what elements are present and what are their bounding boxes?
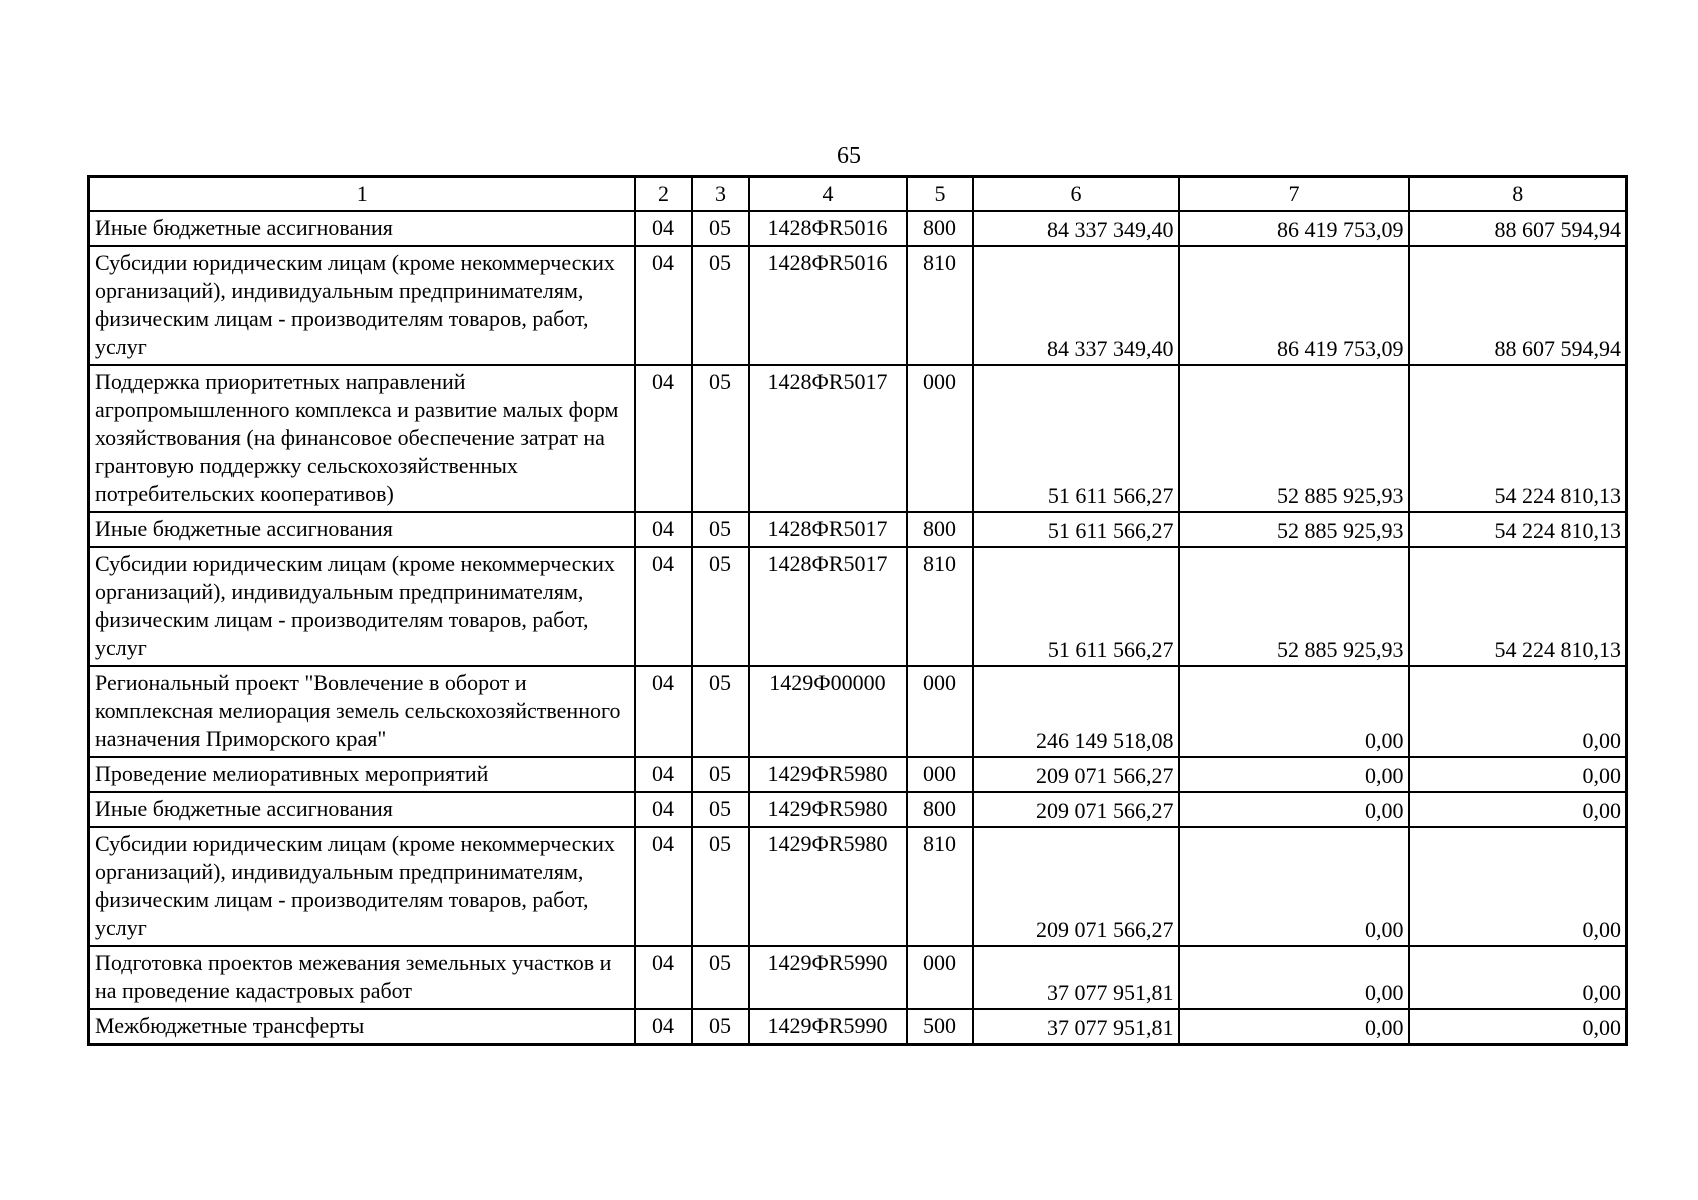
target-article-cell: 1429ФR5990	[749, 946, 907, 1009]
target-article-cell: 1429ФR5990	[749, 1009, 907, 1045]
row-name-cell: Поддержка приоритетных направлений агропромышленного комплекса и развитие малых форм хозяйствования (на финансовое обеспечение затрат на грантовую поддержку сельскохозяйственных потребительских кооперативов)	[89, 365, 635, 512]
amount-col8-cell: 88 607 594,94	[1409, 211, 1627, 246]
target-article-cell: 1429Ф00000	[749, 666, 907, 757]
amount-col7-cell: 52 885 925,93	[1179, 512, 1409, 547]
subsection-code-cell: 05	[692, 547, 749, 666]
row-name-cell: Региональный проект "Вовлечение в оборот и комплексная мелиорация земель сельскохозяйственного назначения Приморского края"	[89, 666, 635, 757]
table-row	[89, 211, 1627, 246]
amount-col7-cell: 0,00	[1179, 827, 1409, 946]
amount-col7-cell: 0,00	[1179, 757, 1409, 792]
expense-type-cell: 810	[907, 547, 973, 666]
section-code-cell: 04	[635, 946, 692, 1009]
subsection-code-cell: 05	[692, 246, 749, 365]
section-code-cell: 04	[635, 365, 692, 512]
subsection-code-cell: 05	[692, 757, 749, 792]
section-code-cell: 04	[635, 211, 692, 246]
budget-table	[87, 175, 1628, 1046]
target-article-cell: 1428ФR5017	[749, 547, 907, 666]
row-name-cell: Иные бюджетные ассигнования	[89, 512, 635, 547]
expense-type-cell: 810	[907, 246, 973, 365]
amount-col8-cell: 54 224 810,13	[1409, 512, 1627, 547]
expense-type-cell: 800	[907, 792, 973, 827]
amount-col7-cell: 52 885 925,93	[1179, 365, 1409, 512]
target-article-cell: 1429ФR5980	[749, 792, 907, 827]
target-article-cell: 1429ФR5980	[749, 827, 907, 946]
table-row	[89, 827, 1627, 946]
subsection-code-cell: 05	[692, 792, 749, 827]
column-header: 3	[692, 177, 749, 212]
amount-col7-cell: 86 419 753,09	[1179, 211, 1409, 246]
amount-col8-cell: 0,00	[1409, 792, 1627, 827]
amount-col6-cell: 37 077 951,81	[973, 946, 1179, 1009]
expense-type-cell: 500	[907, 1009, 973, 1045]
subsection-code-cell: 05	[692, 365, 749, 512]
amount-col7-cell: 52 885 925,93	[1179, 547, 1409, 666]
amount-col6-cell: 37 077 951,81	[973, 1009, 1179, 1045]
expense-type-cell: 000	[907, 666, 973, 757]
row-name-cell: Субсидии юридическим лицам (кроме некоммерческих организаций), индивидуальным предпринимателям, физическим лицам - производителям товаров, работ, услуг	[89, 246, 635, 365]
amount-col6-cell: 209 071 566,27	[973, 792, 1179, 827]
amount-col6-cell: 209 071 566,27	[973, 757, 1179, 792]
expense-type-cell: 000	[907, 365, 973, 512]
amount-col7-cell: 0,00	[1179, 1009, 1409, 1045]
row-name-cell: Иные бюджетные ассигнования	[89, 211, 635, 246]
amount-col8-cell: 88 607 594,94	[1409, 246, 1627, 365]
expense-type-cell: 800	[907, 211, 973, 246]
row-name-cell: Межбюджетные трансферты	[89, 1009, 635, 1045]
section-code-cell: 04	[635, 512, 692, 547]
column-header: 2	[635, 177, 692, 212]
section-code-cell: 04	[635, 666, 692, 757]
section-code-cell: 04	[635, 246, 692, 365]
section-code-cell: 04	[635, 547, 692, 666]
row-name-cell: Проведение мелиоративных мероприятий	[89, 757, 635, 792]
target-article-cell: 1428ФR5016	[749, 211, 907, 246]
row-name-cell: Иные бюджетные ассигнования	[89, 792, 635, 827]
subsection-code-cell: 05	[692, 512, 749, 547]
amount-col7-cell: 0,00	[1179, 792, 1409, 827]
table-row	[89, 666, 1627, 757]
subsection-code-cell: 05	[692, 1009, 749, 1045]
table-row	[89, 547, 1627, 666]
row-name-cell: Субсидии юридическим лицам (кроме некоммерческих организаций), индивидуальным предпринимателям, физическим лицам - производителям товаров, работ, услуг	[89, 827, 635, 946]
amount-col6-cell: 51 611 566,27	[973, 512, 1179, 547]
section-code-cell: 04	[635, 827, 692, 946]
amount-col7-cell: 0,00	[1179, 946, 1409, 1009]
column-header: 4	[749, 177, 907, 212]
page-number: 65	[837, 143, 861, 169]
amount-col6-cell: 51 611 566,27	[973, 365, 1179, 512]
amount-col8-cell: 54 224 810,13	[1409, 365, 1627, 512]
expense-type-cell: 800	[907, 512, 973, 547]
amount-col6-cell: 84 337 349,40	[973, 246, 1179, 365]
amount-col6-cell: 84 337 349,40	[973, 211, 1179, 246]
target-article-cell: 1429ФR5980	[749, 757, 907, 792]
subsection-code-cell: 05	[692, 666, 749, 757]
subsection-code-cell: 05	[692, 211, 749, 246]
table-row	[89, 792, 1627, 827]
column-header: 5	[907, 177, 973, 212]
table-header-row	[89, 177, 1627, 212]
amount-col8-cell: 0,00	[1409, 666, 1627, 757]
expense-type-cell: 000	[907, 757, 973, 792]
table-row	[89, 757, 1627, 792]
column-header: 1	[89, 177, 635, 212]
section-code-cell: 04	[635, 792, 692, 827]
subsection-code-cell: 05	[692, 946, 749, 1009]
amount-col8-cell: 0,00	[1409, 1009, 1627, 1045]
amount-col6-cell: 209 071 566,27	[973, 827, 1179, 946]
amount-col8-cell: 54 224 810,13	[1409, 547, 1627, 666]
amount-col6-cell: 51 611 566,27	[973, 547, 1179, 666]
amount-col8-cell: 0,00	[1409, 946, 1627, 1009]
amount-col6-cell: 246 149 518,08	[973, 666, 1179, 757]
row-name-cell: Субсидии юридическим лицам (кроме некоммерческих организаций), индивидуальным предпринимателям, физическим лицам - производителям товаров, работ, услуг	[89, 547, 635, 666]
column-header: 6	[973, 177, 1179, 212]
section-code-cell: 04	[635, 1009, 692, 1045]
target-article-cell: 1428ФR5017	[749, 365, 907, 512]
expense-type-cell: 000	[907, 946, 973, 1009]
row-name-cell: Подготовка проектов межевания земельных участков и на проведение кадастровых работ	[89, 946, 635, 1009]
table-row	[89, 512, 1627, 547]
table-row	[89, 1009, 1627, 1045]
amount-col7-cell: 86 419 753,09	[1179, 246, 1409, 365]
target-article-cell: 1428ФR5017	[749, 512, 907, 547]
amount-col8-cell: 0,00	[1409, 757, 1627, 792]
expense-type-cell: 810	[907, 827, 973, 946]
column-header: 7	[1179, 177, 1409, 212]
column-header: 8	[1409, 177, 1627, 212]
target-article-cell: 1428ФR5016	[749, 246, 907, 365]
table-row	[89, 946, 1627, 1009]
amount-col8-cell: 0,00	[1409, 827, 1627, 946]
subsection-code-cell: 05	[692, 827, 749, 946]
amount-col7-cell: 0,00	[1179, 666, 1409, 757]
table-row	[89, 365, 1627, 512]
section-code-cell: 04	[635, 757, 692, 792]
table-row	[89, 246, 1627, 365]
